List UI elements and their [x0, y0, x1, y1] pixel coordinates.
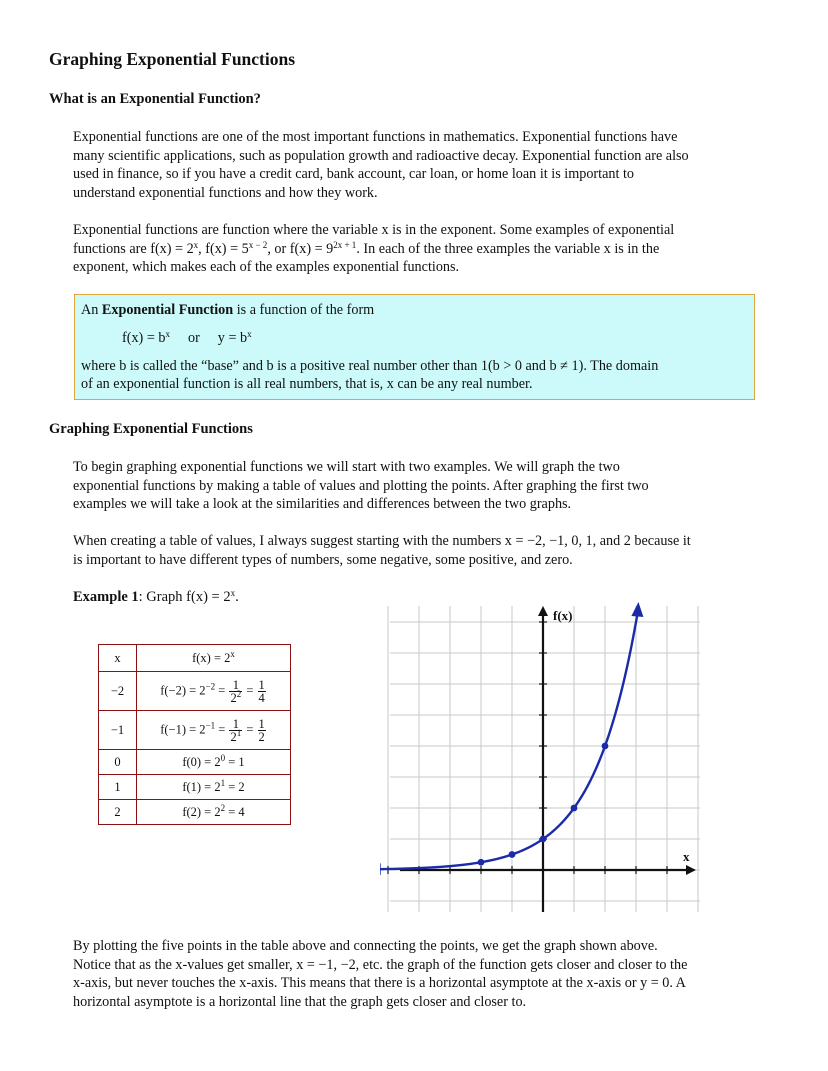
- table-cell-fx: $f(-2) = 2^{-2}$ = $\frac{1}{2^2}$ = $\frac{1}{4}$: [137, 672, 291, 711]
- table-row: [99, 672, 291, 711]
- text-fragment: f(−2) = 2: [160, 682, 206, 697]
- table-row: [99, 750, 291, 775]
- x-axis-arrow: [686, 865, 696, 875]
- text-line: To begin graphing exponential functions we will start with two examples. We will graph the two: [73, 459, 620, 475]
- text-line: When creating a table of values, I always suggest starting with the numbers x = −2, −1, 0, 1, and 2 because it: [73, 533, 691, 549]
- table-header-fx: [137, 645, 291, 672]
- fraction: [258, 718, 266, 743]
- text-fragment: .: [235, 589, 239, 605]
- exponent: 1: [220, 777, 226, 788]
- y-axis-label: f(x): [553, 608, 573, 623]
- exponent: 2: [236, 688, 242, 699]
- graphing-intro-paragraph: [73, 458, 785, 514]
- definition-term: Exponential Function: [101, 302, 234, 318]
- definition-box: [74, 294, 755, 400]
- plotted-point: [478, 859, 485, 866]
- text-fragment: , or f(x) = 9: [267, 240, 334, 257]
- text-line: By plotting the five points in the table above and connecting the points, we get the graph shown above.: [73, 938, 658, 954]
- text-line: used in finance, so if you have a credit card, bank account, car loan, or home loan it is important to: [73, 166, 635, 183]
- table-header-row: [99, 645, 291, 672]
- denominator: 2: [258, 729, 265, 744]
- plotted-point: [509, 851, 516, 858]
- fraction: [229, 718, 242, 743]
- text-line: Notice that as the x-values get smaller, x = −1, −2, etc. the graph of the function gets closer and closer to the: [73, 956, 688, 973]
- text-fragment: . In each of the three examples the variable x is in the: [356, 240, 660, 257]
- table-cell-x: 0: [99, 750, 137, 775]
- text-line: x-axis, but never touches the x-axis. This means that there is a horizontal asymptote at the x-axis or y = 0. A: [73, 975, 686, 992]
- table-cell-fx: [137, 775, 291, 800]
- text-fragment: f(0) = 2: [182, 754, 221, 769]
- table-cell-fx: $f(-1) = 2^{-1}$ = $\frac{1}{2^1}$ = $\frac{1}{2}$: [137, 711, 291, 750]
- fraction: [229, 679, 242, 704]
- exponent: 0: [220, 752, 226, 763]
- text-fragment: , f(x) = 5: [198, 240, 249, 257]
- plotted-point: [602, 743, 609, 750]
- table-row: [99, 711, 291, 750]
- page-title: Graphing Exponential Functions: [49, 49, 296, 69]
- denominator: [229, 727, 242, 744]
- examples-paragraph: [73, 221, 785, 277]
- text-line: horizontal asymptote is a horizontal line that the graph gets closer and closer to.: [73, 993, 527, 1010]
- formula-fragment: f(x) = b: [122, 330, 166, 346]
- text-fragment: functions are f(x) = 2: [73, 240, 194, 257]
- text-fragment: f(−1) = 2: [160, 721, 206, 736]
- numerator: 1: [258, 716, 265, 731]
- table-cell-fx: [137, 800, 291, 825]
- table-cell-x: −1: [99, 711, 137, 750]
- table-row: [99, 775, 291, 800]
- plotted-point: [540, 836, 547, 843]
- text-line: understand exponential functions and how they work.: [73, 184, 378, 201]
- table-cell-x: 2: [99, 800, 137, 825]
- table-header-x: x: [99, 645, 137, 672]
- text-line: Exponential functions are function where the variable x is in the exponent. Some examples of exponential: [73, 222, 675, 238]
- text-fragment: 2: [230, 690, 237, 705]
- exponent: 2x + 1: [333, 239, 357, 250]
- text-fragment: 2: [230, 729, 237, 744]
- exponent: x: [165, 329, 170, 339]
- text-fragment: f(x) = 2: [192, 650, 231, 665]
- text-line: exponent, which makes each of the examples exponential functions.: [73, 259, 460, 276]
- table-cell-fx: [137, 750, 291, 775]
- text-line: is important to have different types of numbers, some negative, some positive, and zero.: [73, 551, 573, 568]
- section-heading-graphing: Graphing Exponential Functions: [49, 421, 253, 437]
- text-fragment: An: [81, 302, 102, 318]
- values-table: [98, 644, 291, 825]
- table-cell-x: −2: [99, 672, 137, 711]
- exponential-graph: [380, 600, 710, 916]
- intro-paragraph: [73, 128, 785, 202]
- text-fragment: is a function of the form: [233, 302, 375, 318]
- closing-paragraph: [73, 937, 785, 1011]
- exponent: −2: [205, 680, 216, 691]
- exponent: 2: [220, 802, 226, 813]
- text-line: examples we will take a look at the similarities and differences between the two graphs.: [73, 496, 572, 513]
- curve-top-arrow: [631, 602, 643, 617]
- definition-desc: where b is called the “base” and b is a positive real number other than 1(b > 0 and b ≠ 1). The domain: [81, 358, 659, 374]
- example-label: Example 1: [73, 589, 139, 605]
- definition-formula: [122, 329, 252, 348]
- numerator: 1: [258, 677, 265, 692]
- curve-left-arrow: [380, 863, 381, 875]
- formula-fragment: y = b: [217, 330, 248, 346]
- exponent: x: [230, 648, 235, 659]
- text-fragment: f(1) = 2: [182, 779, 221, 794]
- example-title: [73, 589, 239, 606]
- text-fragment: = 1: [225, 754, 245, 769]
- text-line: [73, 240, 785, 259]
- section-heading-what-is: What is an Exponential Function?: [49, 91, 261, 107]
- exponent: x: [247, 329, 252, 339]
- x-axis-label: x: [683, 849, 690, 864]
- denominator: 4: [258, 690, 265, 705]
- table-cell-x: 1: [99, 775, 137, 800]
- text-line: many scientific applications, such as population growth and radioactive decay. Exponential function are also: [73, 147, 689, 164]
- text-line: exponential functions by making a table of values and plotting the points. After graphing the first two: [73, 477, 649, 494]
- numerator: 1: [229, 679, 242, 692]
- y-axis-arrow: [538, 606, 548, 616]
- text-fragment: : Graph f(x) = 2: [138, 589, 231, 605]
- numerator: 1: [229, 718, 242, 731]
- exponent: x: [230, 588, 236, 598]
- definition-desc: of an exponential function is all real numbers, that is, x can be any real number.: [81, 376, 533, 392]
- text-fragment: = 2: [225, 779, 245, 794]
- denominator: [229, 688, 242, 705]
- text-fragment: f(2) = 2: [182, 804, 221, 819]
- exponent: −1: [205, 719, 216, 730]
- table-row: [99, 800, 291, 825]
- exponent: x: [193, 239, 199, 250]
- text-line: Exponential functions are one of the most important functions in mathematics. Exponential functions have: [73, 129, 678, 145]
- text-fragment: = 4: [225, 804, 245, 819]
- exponent: x − 2: [248, 239, 268, 250]
- definition-intro: [81, 301, 374, 320]
- exponent: 1: [236, 727, 242, 738]
- table-values-paragraph: [73, 532, 785, 569]
- formula-or: or: [187, 330, 200, 346]
- fraction: [258, 679, 266, 704]
- plotted-point: [571, 805, 578, 812]
